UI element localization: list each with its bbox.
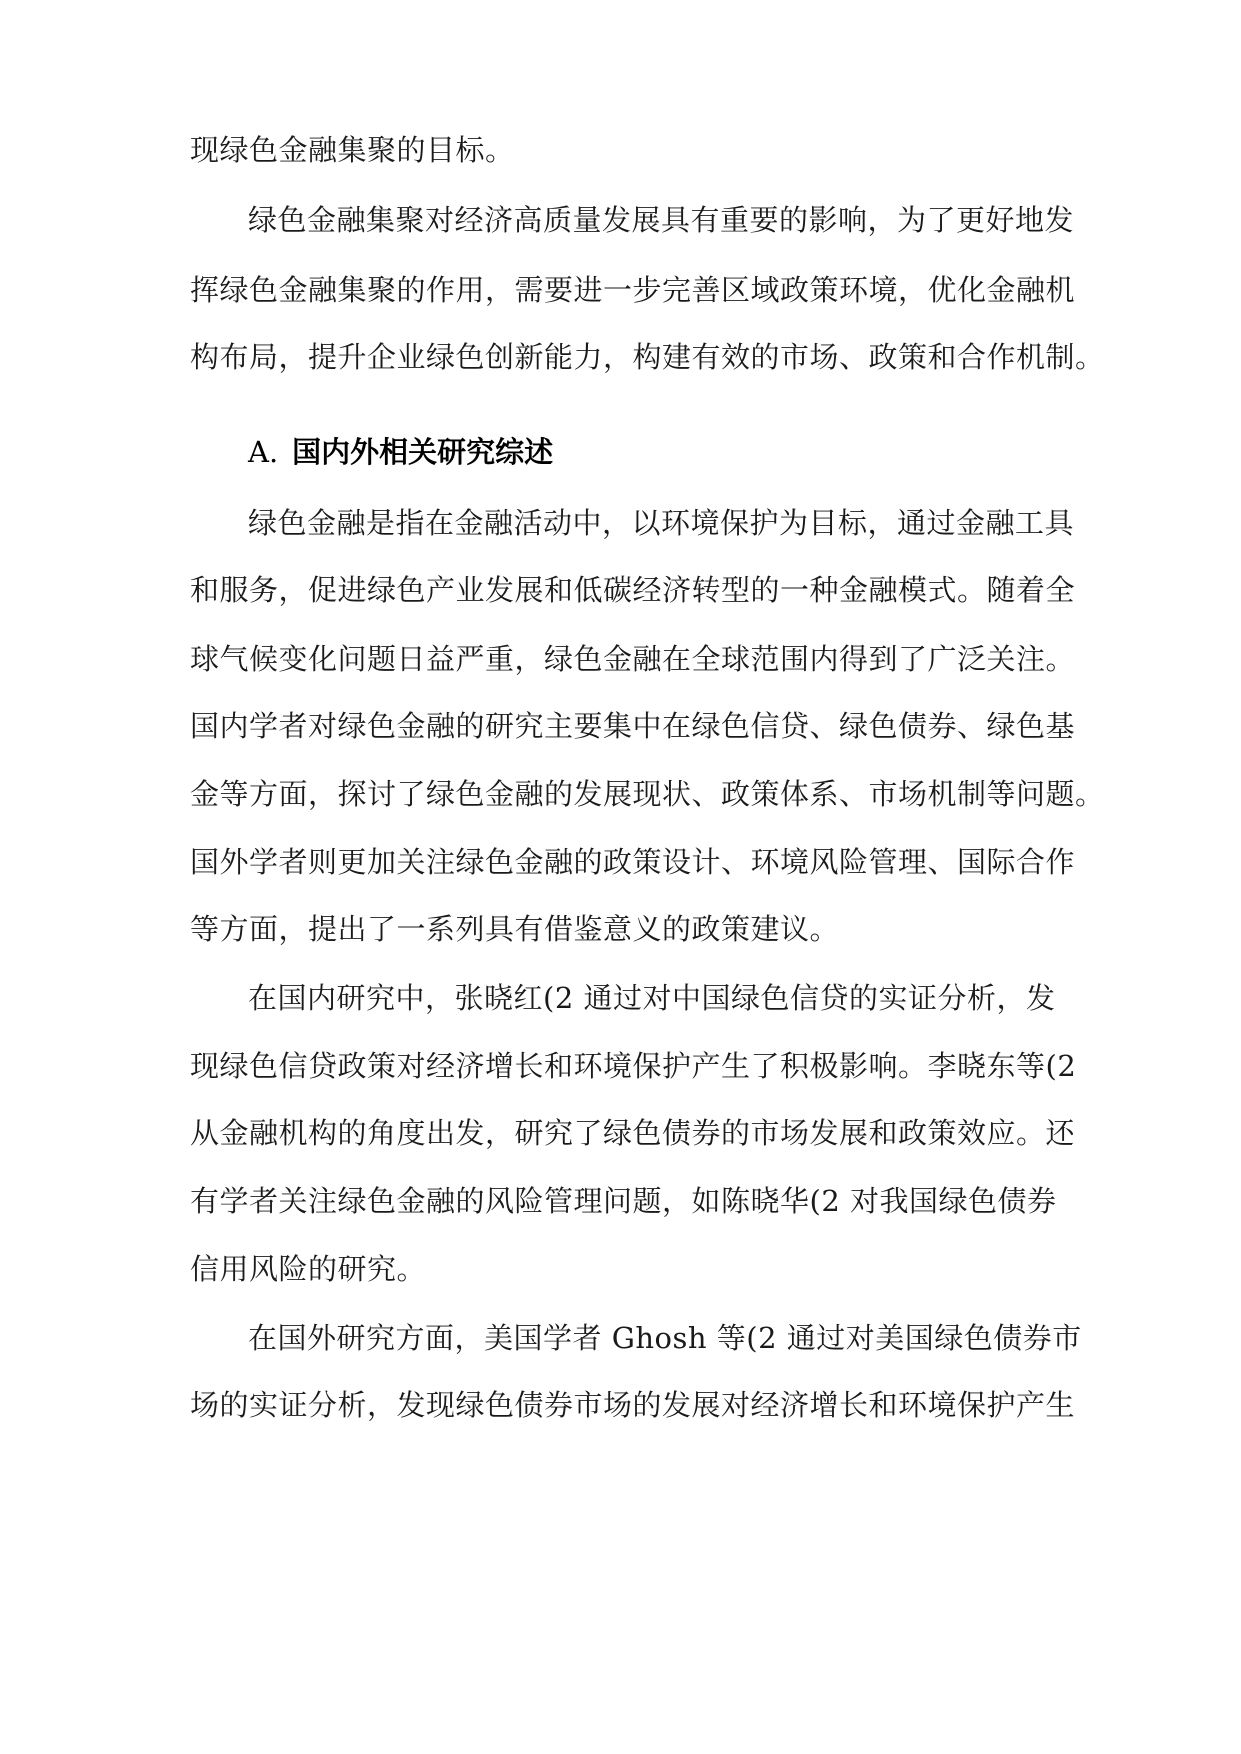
paragraph-line: 挥绿色金融集聚的作用，需要进一步完善区域政策环境，优化金融机	[190, 273, 1076, 307]
paragraph-line: 构布局，提升企业绿色创新能力，构建有效的市场、政策和合作机制。	[190, 340, 1105, 374]
paragraph-line: 绿色金融是指在金融活动中，以环境保护为目标，通过金融工具	[248, 506, 1075, 540]
paragraph-line: 和服务，促进绿色产业发展和低碳经济转型的一种金融模式。随着全	[190, 573, 1076, 607]
paragraph-line: 国外学者则更加关注绿色金融的政策设计、环境风险管理、国际合作	[190, 845, 1076, 879]
paragraph-line: 绿色金融集聚对经济高质量发展具有重要的影响，为了更好地发	[248, 203, 1075, 237]
paragraph-line: 金等方面，探讨了绿色金融的发展现状、政策体系、市场机制等问题。	[190, 777, 1105, 811]
paragraph-line: 国内学者对绿色金融的研究主要集中在绿色信贷、绿色债券、绿色基	[190, 709, 1076, 743]
section-title: 国内外相关研究综述	[292, 435, 554, 469]
paragraph-line: 在国外研究方面，美国学者 Ghosh 等(2 通过对美国绿色债券市	[248, 1321, 1082, 1355]
paragraph-line: 从金融机构的角度出发，研究了绿色债券的市场发展和政策效应。还	[190, 1116, 1076, 1150]
paragraph-line: 现绿色金融集聚的目标。	[190, 133, 515, 167]
section-label: A.	[248, 435, 279, 469]
paragraph-line: 场的实证分析，发现绿色债券市场的发展对经济增长和环境保护产生	[190, 1388, 1076, 1422]
paragraph-line: 信用风险的研究。	[190, 1252, 427, 1286]
paragraph-line: 等方面，提出了一系列具有借鉴意义的政策建议。	[190, 912, 840, 946]
paragraph-line: 球气候变化问题日益严重，绿色金融在全球范围内得到了广泛关注。	[190, 642, 1076, 676]
paragraph-line: 在国内研究中，张晓红(2 通过对中国绿色信贷的实证分析，发	[248, 981, 1056, 1015]
paragraph-line: 现绿色信贷政策对经济增长和环境保护产生了积极影响。李晓东等(2	[190, 1049, 1077, 1083]
section-heading	[248, 434, 553, 470]
paragraph-line: 有学者关注绿色金融的风险管理问题，如陈晓华(2 对我国绿色债券	[190, 1184, 1057, 1218]
